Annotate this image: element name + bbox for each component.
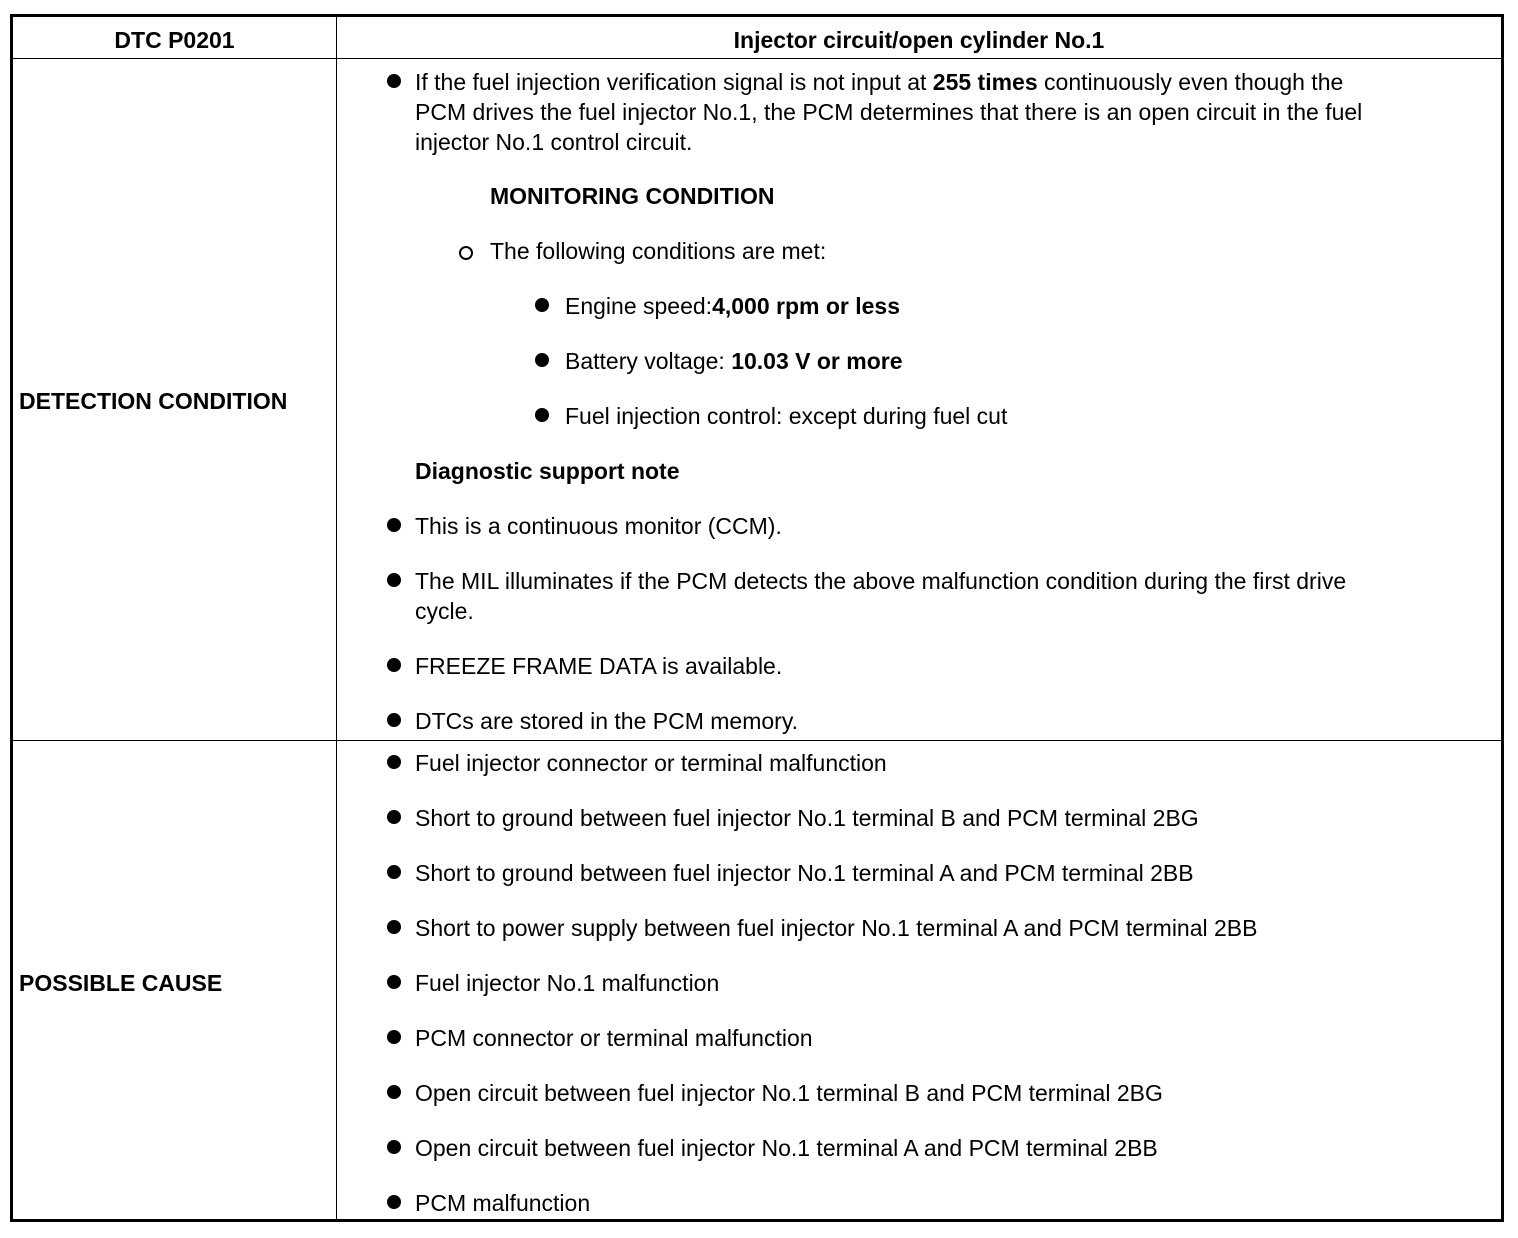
- cause-item: Short to ground between fuel injector No.1 terminal A and PCM terminal 2BB: [415, 860, 1194, 886]
- bullet-icon: [535, 408, 549, 422]
- bullet-icon: [387, 74, 401, 88]
- support-note-dtc-stored: DTCs are stored in the PCM memory.: [415, 708, 799, 734]
- bullet-icon: [387, 755, 401, 769]
- condition-battery-voltage: Battery voltage: 10.03 V or more: [565, 348, 903, 374]
- bullet-icon: [535, 353, 549, 367]
- dtc-title-header: Injector circuit/open cylinder No.1: [733, 27, 1105, 53]
- cause-item: Open circuit between fuel injector No.1 terminal B and PCM terminal 2BG: [415, 1080, 1163, 1106]
- bullet-icon: [387, 518, 401, 532]
- cause-item: Fuel injector No.1 malfunction: [415, 970, 720, 996]
- bullet-icon: [387, 1030, 401, 1044]
- conditions-intro: The following conditions are met:: [490, 238, 827, 264]
- monitoring-condition-heading: MONITORING CONDITION: [490, 183, 775, 209]
- column-divider: [336, 17, 337, 1219]
- sub-bullet-icon: [459, 246, 473, 260]
- cause-item: Short to ground between fuel injector No.1 terminal B and PCM terminal 2BG: [415, 805, 1199, 831]
- bullet-icon: [387, 1140, 401, 1154]
- bullet-icon: [387, 865, 401, 879]
- cause-item: Short to power supply between fuel injector No.1 terminal A and PCM terminal 2BB: [415, 915, 1258, 941]
- condition-engine-speed: Engine speed:4,000 rpm or less: [565, 293, 901, 319]
- bullet-icon: [387, 810, 401, 824]
- possible-cause-label: POSSIBLE CAUSE: [19, 970, 223, 996]
- bullet-icon: [387, 1195, 401, 1209]
- cause-item: Open circuit between fuel injector No.1 terminal A and PCM terminal 2BB: [415, 1135, 1158, 1161]
- support-note-mil-line-1: The MIL illuminates if the PCM detects the above malfunction condition during the first drive: [415, 568, 1347, 594]
- bullet-icon: [387, 573, 401, 587]
- bullet-icon: [387, 658, 401, 672]
- dtc-table: [10, 14, 1504, 1222]
- bullet-icon: [535, 298, 549, 312]
- bullet-icon: [387, 713, 401, 727]
- support-note-mil-line-2: cycle.: [415, 598, 474, 624]
- detection-paragraph-line-3: injector No.1 control circuit.: [415, 129, 693, 155]
- cause-item: PCM connector or terminal malfunction: [415, 1025, 813, 1051]
- cause-item: PCM malfunction: [415, 1190, 591, 1216]
- bullet-icon: [387, 1085, 401, 1099]
- header-row-divider: [13, 58, 1501, 59]
- diagnostic-support-heading: Diagnostic support note: [415, 458, 680, 484]
- bullet-icon: [387, 920, 401, 934]
- support-note-freeze-frame: FREEZE FRAME DATA is available.: [415, 653, 783, 679]
- cause-item: Fuel injector connector or terminal malfunction: [415, 750, 887, 776]
- detection-condition-label: DETECTION CONDITION: [19, 388, 288, 414]
- detection-paragraph-line-2: PCM drives the fuel injector No.1, the PCM determines that there is an open circuit in the fuel: [415, 99, 1363, 125]
- detection-row-divider: [13, 740, 1501, 741]
- support-note-ccm: This is a continuous monitor (CCM).: [415, 513, 782, 539]
- dtc-code-header: DTC P0201: [114, 27, 235, 53]
- detection-paragraph-line-1: If the fuel injection verification signal is not input at 255 times continuously even though the: [415, 69, 1344, 95]
- bullet-icon: [387, 975, 401, 989]
- condition-fuel-injection-control: Fuel injection control: except during fuel cut: [565, 403, 1008, 429]
